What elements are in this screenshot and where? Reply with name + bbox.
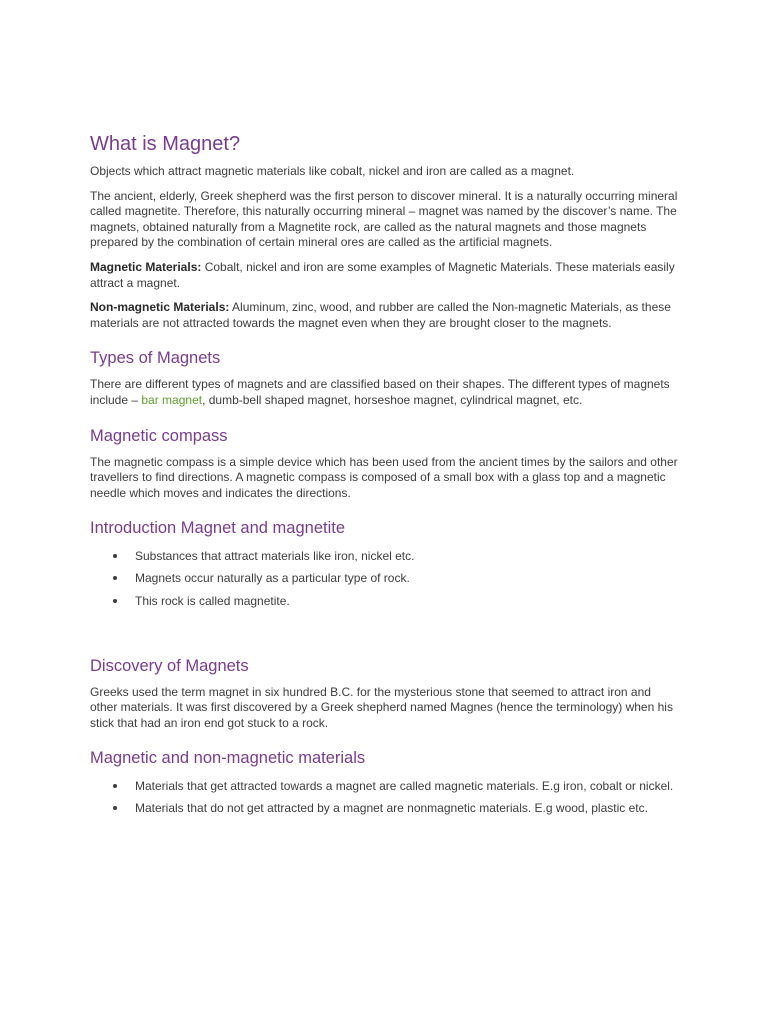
list-materials xyxy=(90,779,678,817)
bullet-icon xyxy=(113,554,117,558)
text-types-after: , dumb-bell shaped magnet, horseshoe magnet, cylindrical magnet, etc. xyxy=(202,392,583,407)
term-magnetic-materials: Magnetic Materials: xyxy=(90,259,202,274)
paragraph-magnet-history: The ancient, elderly, Greek shepherd was the first person to discover mineral. It is a naturally occurring mineral called magnetite. Therefore, this naturally occurring mineral – magnet was named by the discover’s name. The magnets, obtained naturally from a Magnetite rock, are called as the natural magnets and those magnets prepared by the combination of certain mineral ores are called as the artificial magnets. xyxy=(90,188,678,250)
paragraph-types-of-magnets xyxy=(90,377,678,408)
bullet-icon xyxy=(113,599,117,603)
heading-introduction: Introduction Magnet and magnetite xyxy=(90,519,346,538)
paragraph-magnetic-materials xyxy=(90,260,678,291)
paragraph-magnet-definition: Objects which attract magnetic materials like cobalt, nickel and iron are called as a magnet. xyxy=(90,164,575,178)
heading-materials: Magnetic and non-magnetic materials xyxy=(90,749,366,768)
list-item: Materials that get attracted towards a magnet are called magnetic materials. E.g iron, cobalt or nickel. xyxy=(90,779,678,795)
paragraph-nonmagnetic-materials xyxy=(90,300,678,331)
paragraph-discovery: Greeks used the term magnet in six hundred B.C. for the mysterious stone that seemed to attract iron and other materials. It was first discovered by a Greek shepherd named Magnes (hence the terminology) when his stick that had an iron end got stuck to a rock. xyxy=(90,684,673,730)
list-item: Magnets occur naturally as a particular type of rock. xyxy=(90,571,678,587)
list-item: Substances that attract materials like iron, nickel etc. xyxy=(90,549,678,565)
bullet-icon xyxy=(113,784,117,788)
text-nonmagnetic-materials: Aluminum, zinc, wood, and rubber are called the Non-magnetic Materials, as these materials are not attracted towards the magnet even when they are brought closer to the magnets. xyxy=(90,300,671,330)
heading-discovery: Discovery of Magnets xyxy=(90,656,249,675)
paragraph-magnetic-compass: The magnetic compass is a simple device which has been used from the ancient times by the sailors and other travellers to find directions. A magnetic compass is composed of a small box with a glass top and a magnetic needle which moves and indicates the directions. xyxy=(90,454,678,500)
heading-what-is-magnet: What is Magnet? xyxy=(90,133,241,155)
heading-magnetic-compass: Magnetic compass xyxy=(90,426,228,445)
list-item: Materials that do not get attracted by a magnet are nonmagnetic materials. E.g wood, plastic etc. xyxy=(90,801,678,817)
term-nonmagnetic-materials: Non-magnetic Materials: xyxy=(90,300,230,315)
text-types-before: There are different types of magnets and are classified based on their shapes. The different types of magnets include – xyxy=(90,377,670,407)
bullet-icon xyxy=(113,576,117,580)
text-magnetic-materials: Cobalt, nickel and iron are some examples of Magnetic Materials. These materials easily attract a magnet. xyxy=(90,259,675,290)
link-bar-magnet[interactable]: bar magnet xyxy=(141,392,203,407)
bullet-icon xyxy=(113,806,117,810)
list-item: This rock is called magnetite. xyxy=(90,594,678,610)
heading-types-of-magnets: Types of Magnets xyxy=(90,349,221,368)
list-introduction xyxy=(90,549,678,609)
